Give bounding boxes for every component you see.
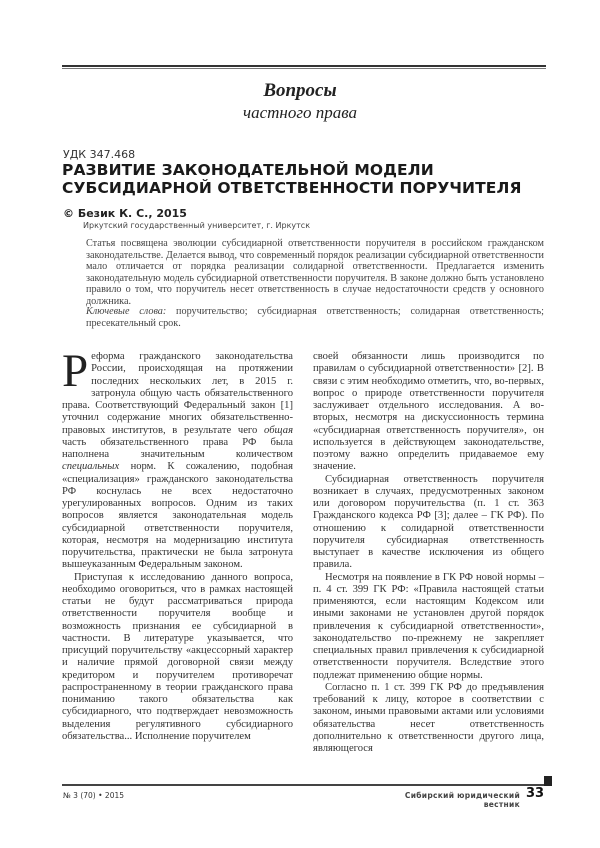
author: © Безик К. С., 2015 <box>63 207 187 220</box>
journal-name: Сибирский юридический вестник <box>404 791 520 809</box>
paragraph: Приступая к исследованию данного вопроса, необходимо оговориться, что в рамках настоящей статьи не будут рассматриваться природа ответственности поручителя вообще и возможность признания ее субсидиарной в частности. В литературе указывается, что присущий поручительству «акцессорный характер и наличие прямой договорной связи между кредитором и поручителем противоречат распространенному в теории гражданского права пониманию такого обязательства как субсидиарного, что подтверждает невозможность выделения регулятивного субсидиарного обязательства... Исполнение поручителем <box>62 571 293 742</box>
header-rule <box>62 65 546 69</box>
footer-rule <box>62 784 546 786</box>
body-column-right <box>313 351 544 755</box>
affiliation: Иркутский государственный университет, г. Иркутск <box>83 221 311 230</box>
footer-marker <box>544 776 552 786</box>
body-column-left <box>62 345 293 743</box>
keywords-text: поручительство; субсидиарная ответственность; солидарная ответственность; пресекательный срок. <box>86 306 544 329</box>
section-heading-line1: Вопросы <box>263 80 337 101</box>
paragraph: своей обязанности лишь производится по правилам о субсидиарной ответственности» [2]. В связи с этим необходимо отметить, что, во-первых, вопрос о природе ответственности поручителя заслуживает отдельного исследования. А во-вторых, несмотря на дискуссионность термина «субсидиарная ответственность поручителя», он используется в действующем законодательстве, поэтому важно определить придаваемое ему значение. <box>313 351 544 473</box>
section-heading <box>0 80 600 124</box>
paragraph: Несмотря на появление в ГК РФ новой нормы – п. 4 ст. 399 ГК РФ: «Правила настоящей статьи применяются, если настоящим Кодексом или иными законами не установлен другой порядок привлечения к субсидиарной ответственности», законодательство по-прежнему не закрепляет специальных правил привлечения к субсидиарной ответственности поручителя. Вследствие этого подлежат применению общие нормы. <box>313 571 544 681</box>
keywords <box>86 306 544 329</box>
paragraph: Согласно п. 1 ст. 399 ГК РФ до предъявления требований к лицу, которое в соответствии с законом, иными правовыми актами или условиями обязательства несет ответственность дополнительно к ответственности другого лица, являющегося <box>313 681 544 754</box>
abstract: Статья посвящена эволюции субсидиарной ответственности поручителя в российском гражданском законодательстве. Делается вывод, что современный порядок реализации субсидиарной ответственности мало отличается от порядка реализации солидарной ответственности. Предлагается изменить законодательную модель субсидиарной ответственности поручителя. В законе должно быть установлено правило о том, что поручитель несет ответственность в случае недостаточности средств у основного должника. <box>86 238 544 307</box>
udk-code: УДК 347.468 <box>63 148 136 161</box>
keywords-label: Ключевые слова: <box>86 306 167 317</box>
emphasis: специальных <box>62 461 120 473</box>
paragraph-text: часть обязательственного права РФ была наполнена значительным количеством <box>62 436 293 460</box>
page-number: 33 <box>526 786 545 801</box>
paragraph-text: норм. К сожалению, подобная «специализация» гражданского законодательства РФ коснулась не всех недостаточно урегулированных вопросов. Одним из таких вопросов является законодательная модель субсидиарной ответственности поручителя, которая, несмотря на модернизацию института поручительства, практически не была затронута вышеуказанным Федеральным законом. <box>62 461 293 571</box>
article-title-line2: СУБСИДИАРНОЙ ОТВЕТСТВЕННОСТИ ПОРУЧИТЕЛЯ <box>62 179 522 197</box>
article-title-line1: РАЗВИТИЕ ЗАКОНОДАТЕЛЬНОЙ МОДЕЛИ <box>62 161 434 179</box>
drop-cap: Р <box>62 345 89 397</box>
article-title <box>62 161 521 197</box>
section-heading-line2: частного права <box>242 103 357 122</box>
issue-number: № 3 (70) • 2015 <box>63 791 125 800</box>
paragraph-text: еформа гражданского законодательства России, происходящая на протяжении последних нескольких лет, в 2015 г. затронула общую часть обязательственного права. Соответствующий Федеральный закон [1] уточнил содержание многих обязательственно-правовых институтов, в результате чего <box>62 351 293 436</box>
paragraph: Субсидиарная ответственность поручителя возникает в случаях, предусмотренных законом или договором поручительства (п. 1 ст. 363 Гражданского кодекса РФ [3]; далее – ГК РФ). По отношению к солидарной ответственности поручителя субсидиарная ответственность выступает в качестве исключения из общего правила. <box>313 473 544 571</box>
emphasis: общая <box>264 424 293 436</box>
paragraph <box>62 345 293 572</box>
